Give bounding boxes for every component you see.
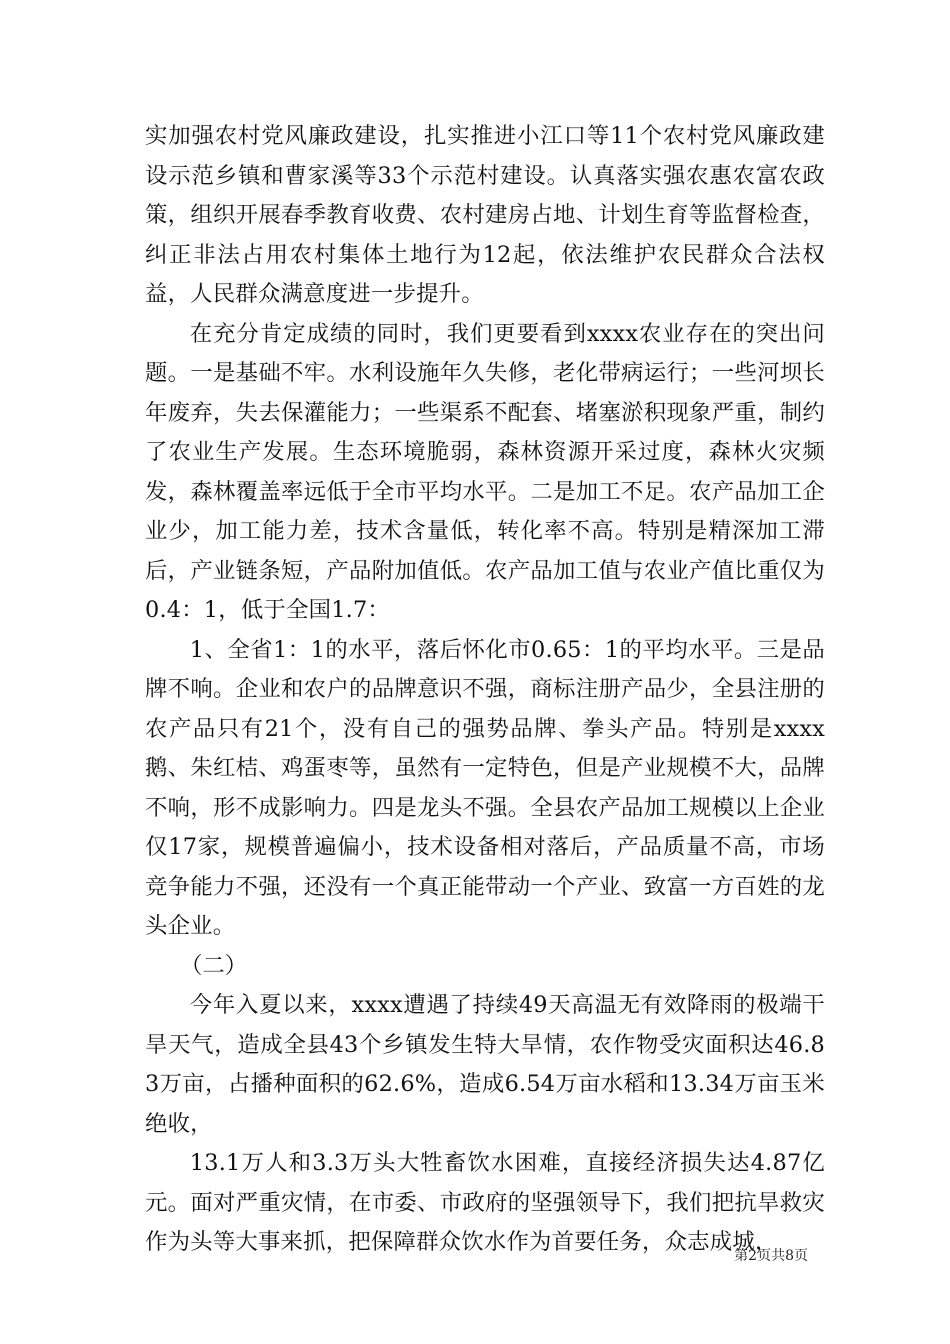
paragraph-3: 1、全省1：1的水平，落后怀化市0.65：1的平均水平。三是品牌不响。企业和农户的品牌意识不强，商标注册产品少，全县注册的农产品只有21个，没有自己的强势品牌、拳头产品。特别是xxxx鹅、朱红桔、鸡蛋枣等，虽然有一定特色，但是产业规模不大，品牌不响，形不成影响力。四是龙头不强。全县农产品加工规模以上企业仅17家，规模普遍偏小，技术设备相对落后，产品质量不高，市场竞争能力不强，还没有一个真正能带动一个产业、致富一方百姓的龙头企业。 <box>145 636 825 939</box>
page-number: 第2页共8页 <box>734 1248 808 1264</box>
paragraph-5: 13.1万人和3.3万头大牲畜饮水困难，直接经济损失达4.87亿元。面对严重灾情，在市委、市政府的坚强领导下，我们把抗旱救灾作为头等大事来抓，把保障群众饮水作为首要任务，众志成城， <box>145 1150 825 1255</box>
paragraph-1: 实加强农村党风廉政建设，扎实推进小江口等11个农村党风廉政建设示范乡镇和曹家溪等33个示范村建设。认真落实强农惠农富农政策，组织开展春季教育收费、农村建房占地、计划生育等监督检查，纠正非法占用农村集体土地行为12起，依法维护农民群众合法权益，人民群众满意度进一步提升。 <box>145 123 825 307</box>
section-heading: （二） <box>180 952 248 979</box>
paragraph-2: 在充分肯定成绩的同时，我们更要看到xxxx农业存在的突出问题。一是基础不牢。水利设施年久失修，老化带病运行；一些河坝长年废弃，失去保灌能力；一些渠系不配套、堵塞淤积现象严重，制约了农业生产发展。生态环境脆弱，森林资源开采过度，森林火灾频发，森林覆盖率远低于全市平均水平。二是加工不足。农产品加工企业少，加工能力差，技术含量低，转化率不高。特别是精深加工滞后，产业链条短，产品附加值低。农产品加工值与农业产值比重仅为0.4：1，低于全国1.7： <box>145 320 825 623</box>
paragraph-4: 今年入夏以来，xxxx遭遇了持续49天高温无有效降雨的极端干旱天气，造成全县43个乡镇发生特大旱情，农作物受灾面积达46.83万亩，占播种面积的62.6%，造成6.54万亩水稻和13.34万亩玉米绝收， <box>145 992 825 1137</box>
document-body <box>145 117 825 1263</box>
